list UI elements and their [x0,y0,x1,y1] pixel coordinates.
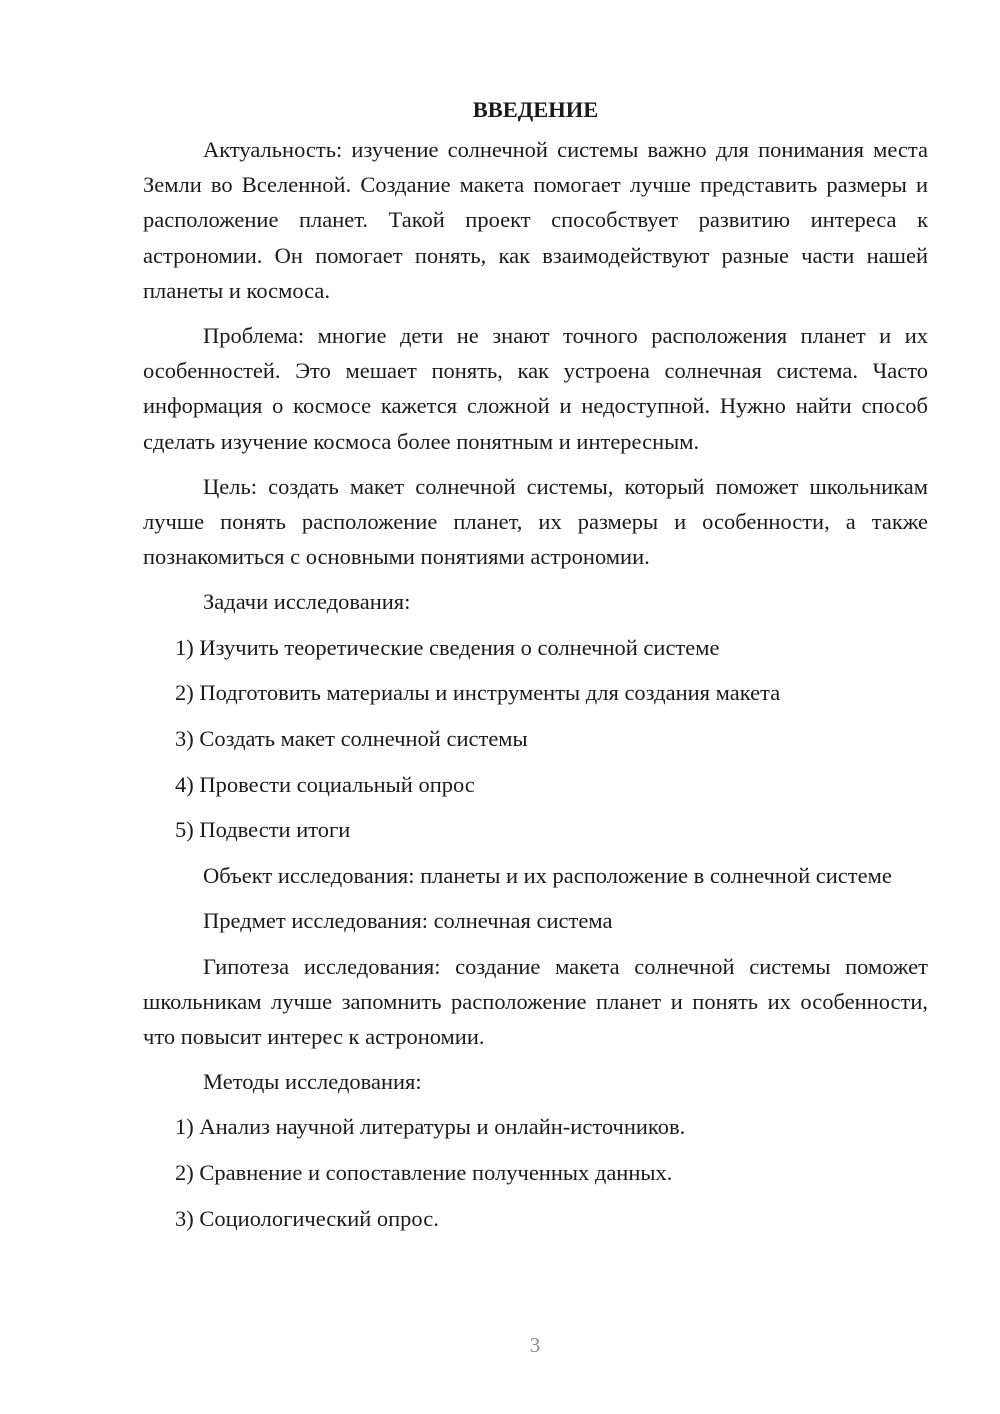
page-number: 3 [529,1333,541,1357]
tasks-heading: Задачи исследования: [203,589,411,615]
problem-paragraph: Проблема: многие дети не знают точного расположения планет и их особенностей. Это мешает понять, как устроена солнечная система. Часто информация о космосе кажется сложной и недоступной. Нужно найти способ сделать изучение космоса более понятным и интересным. [143,323,928,454]
object-paragraph: Объект исследования: планеты и их расположение в солнечной системе [203,863,892,889]
list-item: 1) Анализ научной литературы и онлайн-источников. [175,1114,686,1140]
list-item: 2) Сравнение и сопоставление полученных данных. [175,1160,673,1186]
document-page [143,92,928,1246]
tasks-list [143,630,928,848]
methods-list [143,1109,928,1236]
list-item: 2) Подготовить материалы и инструменты для создания макета [175,680,781,706]
list-item: 3) Социологический опрос. [175,1205,439,1231]
relevance-paragraph: Актуальность: изучение солнечной системы важно для понимания места Земли во Вселенной. Создание макета помогает лучше представить размеры и расположение планет. Такой проект способствует развитию интереса к астрономии. Он помогает понять, как взаимодействуют разные части нашей планеты и космоса. [143,137,928,303]
list-item: 4) Провести социальный опрос [175,771,475,797]
list-item: 1) Изучить теоретические сведения о солнечной системе [175,634,720,660]
goal-paragraph: Цель: создать макет солнечной системы, который поможет школьникам лучше понять расположение планет, их размеры и особенности, а также познакомиться с основными понятиями астрономии. [143,473,928,570]
hypothesis-paragraph: Гипотеза исследования: создание макета солнечной системы поможет школьникам лучше запомнить расположение планет и понять их особенности, что повысит интерес к астрономии. [143,953,928,1049]
page-title: ВВЕДЕНИЕ [472,97,599,122]
subject-paragraph: Предмет исследования: солнечная система [203,908,613,934]
list-item: 3) Создать макет солнечной системы [175,726,528,752]
list-item: 5) Подвести итоги [175,817,351,843]
methods-heading: Методы исследования: [203,1069,422,1095]
